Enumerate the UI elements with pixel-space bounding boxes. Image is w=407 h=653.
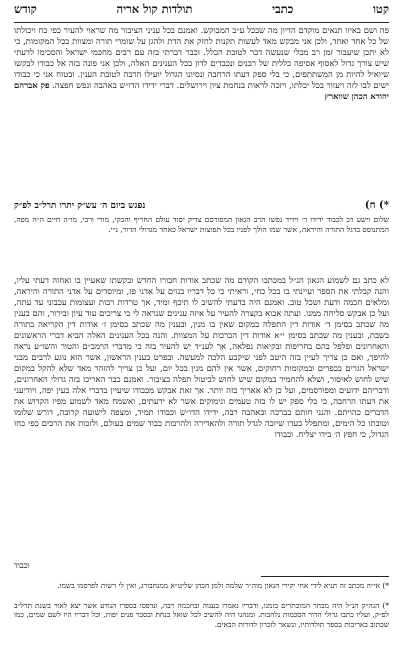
section-title: קודש bbox=[14, 2, 37, 16]
signoff: וכבוד bbox=[14, 560, 30, 570]
signature: פק אברהם יהודא הכהן שווארץ bbox=[14, 80, 389, 102]
letter-body-current: לא כתב גם לשמוע הגאון הנ״ל במכתבו הקודם מה שכתב אודות חבורו החדש ובקשתו שאעיין בו ואחוה דעתי עליו, והנה קבלתי את הספר ועיינתי בו בכל כחי, וראיתי כי כל דבריו בנוים על אדני פז, ומיוסדים על אדני התורה והיראה, ומלאים חכמה ודעת ושכל טוב. ואמנם היה בדעתי להשיב לו תיכף ומיד, אך טרדות רבות ועצומות עכבוני עד עתה, ועל כן אבקש סליחה ממנו. ועתה אבוא בקצרה להעיר על איזה ענינים שנראה לי כי צריכים עוד עיון ובירור, והם בענין מה שכתב בסימן ד׳ אודות דין התפלה במקום שאין בו מנין, ובענין מה שכתב בסימן ז׳ אודות דין הקריאה בתורה בשבת, ובענין מה שכתב בסימן י״א אודות דין הברכות על המצוות. והנה בכל הענינים האלה הביא דברי הראשונים והאחרונים ופלפל בהם בחריפות ובקיאות נפלאה, אך לענ״ד יש להעיר בזה כי מדברי הרמב״ם והטור והשו״ע נראה להיפך, ואם כן צריך לעיין בזה היטב לפני שיקבע הלכה למעשה. ובפרט בענין הראשון, אשר הוא נוגע לרבים מבני ישראל הגרים בכפרים ובמקומות רחוקים, אשר אין להם מנין בכל יום, ועל כן צריך להזהר מאד שלא להקל במקום שיש לחוש לאיסור, ושלא להחמיר במקום שיש לחוש לביטול תפלה בציבור. ואמנם כבר האריכו בזה גדולי האחרונים, ודבריהם ידועים ומפורסמים, ועל כן לא אאריך בזה יותר. אך זאת אבקש מכבודו שיעיין בדברי אלה בעין יפה, ויודיעני את דעתו הרחבה, כי בלי ספק יש לו בזה טעמים ונימוקים אשר לא ידעתים, ואשמח מאד לשמוע מפיו הקדוש את הדברים כהויתם. והנני חותם בברכה ובאהבה רבה, ידידו הדו״ש וכבודו תמיד, ומצפה לישועה קרובה, דורש שלומו וטובתו כל הימים, ומתפלל בעדו שיזכה לגדל תורה ולהאדירה ולהרבות כבוד שמים בעולם, ולזכות את הרבים כפי כחו הגדול, כי חפץ ה׳ בידו יצליח. וכבודו bbox=[14, 274, 389, 440]
letter-body-previous bbox=[14, 25, 389, 191]
letter-heading bbox=[14, 198, 389, 212]
footnote-divider bbox=[261, 576, 389, 577]
book-title: תולדות קול אריה bbox=[116, 2, 193, 16]
footnote-2: *) הגה״ק הנ״ל היה מבחר המוכתרים בזמנו, ודבריו נאמרו בענוה ובחכמה רבה, ונדפסו בספרו הנודע אשר יצא לאור בשנת תרל״ב לפ״ק, ועליו כתבו גדולי הדור הסכמות נלהבות. ומנהגו היה להשיב לכל שואל בנחת ובסבר פנים יפות, וכל דבריו היו לשם שמים, כמו שכתוב באריכות בספר תולדותיו, ונשאר לזכרון לדורות הבאים. bbox=[14, 600, 389, 630]
letter-body-text: פה ושם באיזו תנאים מוקדם הדיון מה שבכל ע״ב המבוקש. ואמנם בכל עניני הציבור מה שראוי להעיר כפי כח ויכולתו של כל אחד ואחד, ולכן אני מבקש מאד לעשות תקנות לחזק את הדת ולהגן על שומרי תורה ומצוות בכל המקומות, כי לא יתכן שיעבור זמן רב מבלי שנעשה דבר לטובת הכלל. וכבר דברתי בזה עם רבים מחכמי ישראל והסכימו לדעתי שיש צורך גדול לאסוף אסיפה כללית של רבנים ונכבדים לדון בכל הענינים האלה, ולכן אני פונה בזה אל כבודו לבקשו שיואיל להיות מן המשתתפים, כי בלי ספק דעתו הרחבה ונסיונו הגדול יועילו הרבה לטובת הענין. ובטוח אני כי כבודו ישים לבו לזה ויעזור בכל יכלתו, ויזכה לראות בנחמת ציון וירושלים. דברי ידידו הדו״ש באהבה ונפש חפצה. bbox=[14, 25, 389, 91]
book-section: כתבי bbox=[272, 2, 294, 16]
footnote-1: *) אי״ה מכתב זה תניא לידי אחי יקירי הגאון מוה״ר שלמה זלמן הכהן שליט״א ממנחבורג, ואין לי רשות לפרסמו בשמו. bbox=[57, 580, 389, 590]
page-number: קטו bbox=[372, 2, 389, 16]
letter-address: שלום וישע רב לכבוד ידידו ר׳ וידיד נפשו הרב הגאון המפורסם צדיק יסוד עולם החריף והבקי, מורי ורבי, מו״ה חיים ה״ה מפה, המתנוסס בדגל התורה והיראה, אשר שמו הולך לפניו בכל תפוצות ישראל כאחד מגדולי הדור, נ״י. bbox=[14, 215, 389, 235]
page-header bbox=[14, 0, 389, 23]
letter-title: נפגש ביום ה׳ עש״ק יתרו תרל״ב לפ״ק bbox=[14, 200, 146, 211]
letter-number: *) ח) bbox=[364, 199, 389, 211]
